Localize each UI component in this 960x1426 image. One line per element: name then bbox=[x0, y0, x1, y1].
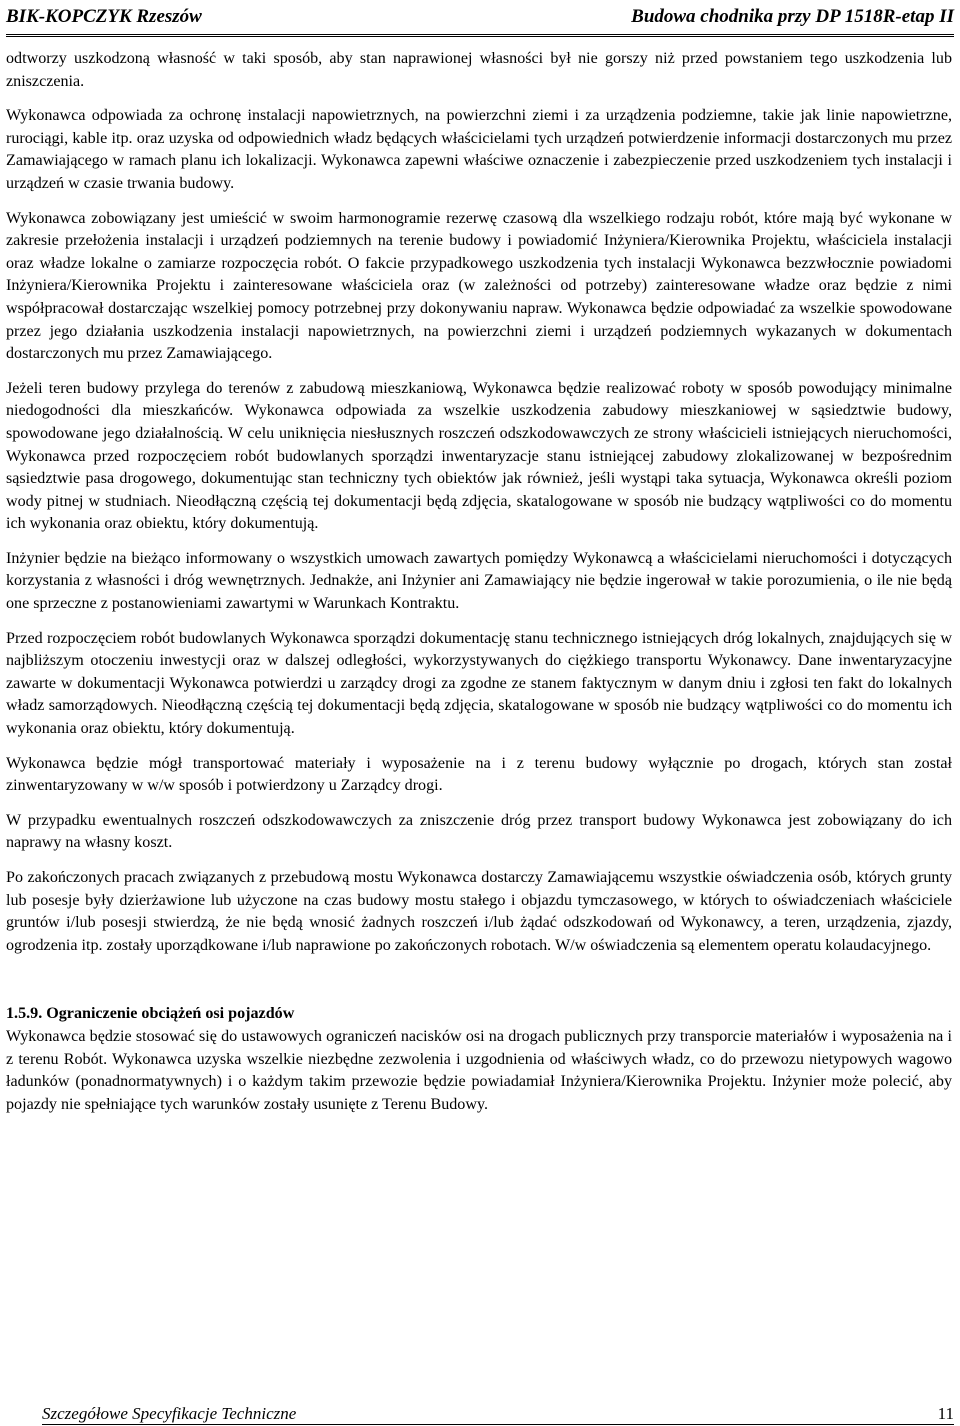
paragraph: odtworzy uszkodzoną własność w taki sposób, aby stan naprawionej własności był nie gorszy niż przed powstaniem tego uszkodzenia lub zniszczenia. bbox=[6, 50, 952, 90]
page-header bbox=[6, 0, 954, 35]
paragraph: Wykonawca będzie mógł transportować materiały i wyposażenie na i z terenu budowy wyłącznie po drogach, których stan został zinwentaryzowany w w/w sposób i potwierdzony u Zarządcy drogi. bbox=[6, 754, 952, 795]
section-body: Wykonawca będzie stosować się do ustawowych ograniczeń nacisków osi na drogach publicznych przy transporcie materiałów i wyposażenia na i z terenu Robót. Wykonawca uzyska wszelkie niezbędne zezwolenia i uzgodnienia od właściwych władz, co do przewozu nietypowych wagowo ładunków (ponadnormatywnych) i o każdym takim przewozie będzie powiadamiał Inżyniera/Kierownika Projektu. Inżynier może polecić, aby pojazdy nie spełniające tych warunków zostały usunięte z Terenu Budowy. bbox=[6, 1027, 952, 1113]
header-company: BIK-KOPCZYK Rzeszów bbox=[6, 6, 202, 27]
page-number: 11 bbox=[937, 1404, 954, 1423]
paragraph: Inżynier będzie na bieżąco informowany o wszystkich umowach zawartych pomiędzy Wykonawcą a właścicielami nieruchomości i dotyczących korzystania z własności i dróg wewnętrznych. Jednakże, ani Inżynier ani Zamawiający nie będzie ingerował w takie porozumienia, o ile nie będą one sprzeczne z postanowieniami zawartymi w Warunkach Kontraktu. bbox=[6, 549, 952, 613]
paragraph: W przypadku ewentualnych roszczeń odszkodowawczych za zniszczenie dróg przez transport budowy Wykonawca jest zobowiązany do ich naprawy na własny koszt. bbox=[6, 811, 952, 852]
header-project-title: Budowa chodnika przy DP 1518R-etap II bbox=[631, 6, 954, 27]
footer-title: Szczegółowe Specyfikacje Techniczne bbox=[42, 1404, 297, 1423]
section-heading: 1.5.9. Ograniczenie obciążeń osi pojazdów bbox=[6, 1005, 295, 1023]
paragraph: Po zakończonych pracach związanych z przebudową mostu Wykonawca dostarczy Zamawiającemu wszystkie oświadczenia osób, których grunty lub posesje były dzierżawione lub użyczone na czas budowy mostu stałego i objazdu tymczasowego, w których to oświadczeniach właściciele gruntów i/lub posesji stwierdzą, że nie będą wnosić żadnych roszczeń i/lub żądać odszkodowań od Wykonawcy, a teren, urządzenia, zjazdy, ogrodzenia itp. zostały uporządkowane i/lub naprawione po zakończonych robotach. W/w oświadczenia są elementem operatu kolaudacyjnego. bbox=[6, 869, 952, 954]
paragraph: Jeżeli teren budowy przylega do terenów z zabudową mieszkaniową, Wykonawca będzie realizować roboty w sposób powodujący minimalne niedogodności dla mieszkańców. Wykonawca odpowiada za wszelkie uszkodzenia zabudowy mieszkaniowej w sąsiedztwie budowy, spowodowane jego działalnością. W celu uniknięcia niesłusznych roszczeń odszkodowawczych ze strony właścicieli istniejących nieruchomości, Wykonawca przed rozpoczęciem robót budowlanych sporządzi inwentaryzacje stanu istniejącej zabudowy zlokalizowanej w bezpośrednim sąsiedztwie pasa drogowego, dokumentując stan techniczny tych obiektów jak również, jeśli wystąpi taka sytuacja, Wykonawca określi poziom wody pitnej w studniach. Nieodłączną częścią tej dokumentacji będą zdjęcia, skatalogowane w sposób nie budzący wątpliwości co do momentu ich wykonania oraz obiektu, który dokumentują. bbox=[6, 379, 952, 533]
paragraph: Wykonawca zobowiązany jest umieścić w swoim harmonogramie rezerwę czasową dla wszelkiego rodzaju robót, które mają być wykonane w zakresie przełożenia instalacji i urządzeń podziemnych na terenie budowy i powiadomić Inżyniera/Kierownika Projektu, właściciela instalacji oraz władze lokalne o zamiarze rozpoczęcia robót. O fakcie przypadkowego uszkodzenia tych instalacji Wykonawca bezzwłocznie powiadomi Inżyniera/Kierownika Projektu i zainteresowane właściciela oraz (w zależności od potrzeby) zainteresowane władze oraz będzie z nimi współpracował dostarczając wszelkiej pomocy potrzebnej przy dokonywaniu napraw. Wykonawca będzie odpowiadać za wszelkie spowodowane przez jego działania uszkodzenia instalacji napowietrznych, na powierzchni ziemi i urządzeń podziemnych wykazanych w dokumentach dostarczonych mu przez Zamawiającego. bbox=[6, 209, 952, 363]
paragraph: Przed rozpoczęciem robót budowlanych Wykonawca sporządzi dokumentację stanu technicznego istniejących dróg lokalnych, znajdujących się w najbliższym otoczeniu inwestycji oraz w dalszej odległości, wykorzystywanych do ciężkiego transportu Wykonawcy. Dane inwentaryzacyjne zawarte w dokumentacji Wykonawca potwierdzi u zarządcy drogi za zgodne ze stanem faktycznym w danym dniu i zgłosi ten fakt do lokalnych władz samorządowych. Nieodłączną częścią tej dokumentacji będą zdjęcia, skatalogowane w sposób nie budzący wątpliwości co do momentu ich wykonania oraz obiektu, który dokumentują. bbox=[6, 629, 952, 738]
page-footer bbox=[42, 1402, 954, 1425]
header-rule bbox=[6, 36, 954, 37]
paragraph: Wykonawca odpowiada za ochronę instalacji napowietrznych, na powierzchni ziemi i za urządzenia podziemne, takie jak linie napowietrzne, rurociągi, kable itp. oraz uzyska od odpowiednich władz będących właścicielami tych urządzeń potwierdzenie informacji dostarczonych mu przez Zamawiającego w ramach planu ich lokalizacji. Wykonawca zapewni właściwe oznaczenie i zabezpieczenie przed uszkodzeniem tych instalacji i urządzeń w czasie trwania budowy. bbox=[6, 107, 952, 192]
document-body bbox=[6, 48, 952, 1128]
